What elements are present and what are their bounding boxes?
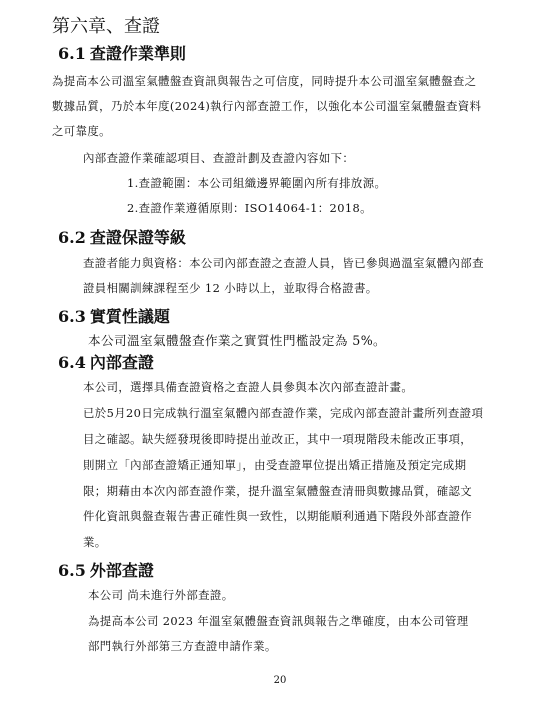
paragraph-line: 已於5月20日完成執行溫室氣體內部查證作業，完成內部查證計畫所列查證項 [83, 406, 484, 420]
section-title: 查證保證等級 [89, 228, 186, 247]
paragraph-line: 則開立「內部查證矯正通知單」，由受查證單位提出矯正措施及預定完成期 [83, 458, 467, 472]
section-number: 6.2 [58, 228, 86, 247]
section-title: 內部查證 [89, 353, 154, 372]
section-number: 6.3 [58, 307, 86, 326]
section-title: 外部查證 [89, 561, 154, 580]
section-heading-6-4 [58, 355, 154, 371]
page-number: 20 [273, 675, 287, 686]
paragraph-line: 本公司 尚未進行外部查證。 [88, 588, 234, 602]
chapter-title: 第六章、查證 [52, 16, 160, 37]
paragraph-line: 本公司，選擇具備查證資格之查證人員參與本次內部查證計畫。 [83, 380, 414, 394]
list-item: 1.查證範圍：本公司組織邊界範圍內所有排放源。 [127, 176, 387, 190]
section-number: 6.5 [58, 561, 86, 580]
paragraph-line: 部門執行外部第三方查證申請作業。 [88, 639, 277, 653]
section-heading-6-1 [58, 46, 186, 62]
section-number: 6.1 [58, 44, 86, 63]
paragraph-line: 件化資訊與盤查報告書正確性與一致性，以期能順利通過下階段外部查證作 [83, 509, 473, 523]
section-heading-6-3 [58, 309, 170, 325]
section-number: 6.4 [58, 353, 86, 372]
paragraph-line: 數據品質，乃於本年度(2024)執行內部查證工作，以強化本公司溫室氣體盤查資料 [52, 99, 482, 113]
section-heading-6-5 [58, 563, 154, 579]
section-title: 實質性議題 [89, 307, 170, 326]
paragraph-line: 本公司溫室氣體盤查作業之實質性門檻設定為 5%。 [88, 333, 387, 348]
paragraph-line: 目之確認。缺失經發現後即時提出並改正，其中一項現階段未能改正事項， [83, 432, 473, 446]
paragraph-line: 業。 [83, 535, 107, 549]
paragraph-line: 為提高本公司 2023 年溫室氣體盤查資訊與報告之準確度，由本公司管理 [88, 614, 469, 628]
paragraph-line: 證員相關訓練課程至少 12 小時以上，並取得合格證書。 [83, 281, 378, 295]
section-heading-6-2 [58, 230, 186, 246]
section-title: 查證作業準則 [89, 44, 186, 63]
paragraph-line: 之可靠度。 [52, 124, 111, 138]
paragraph-line: 查證者能力與資格：本公司內部查證之查證人員，皆已參與過溫室氣體內部查 [83, 256, 484, 270]
paragraph-line: 限；期藉由本次內部查證作業，提升溫室氣體盤查清冊與數據品質，確認文 [83, 484, 473, 498]
paragraph-line: 內部查證作業確認項目、查證計劃及查證內容如下： [83, 151, 355, 165]
list-item: 2.查證作業遵循原則：ISO14064-1：2018。 [127, 201, 372, 215]
paragraph-line: 為提高本公司溫室氣體盤查資訊與報告之可信度，同時提升本公司溫室氣體盤查之 [52, 74, 477, 88]
